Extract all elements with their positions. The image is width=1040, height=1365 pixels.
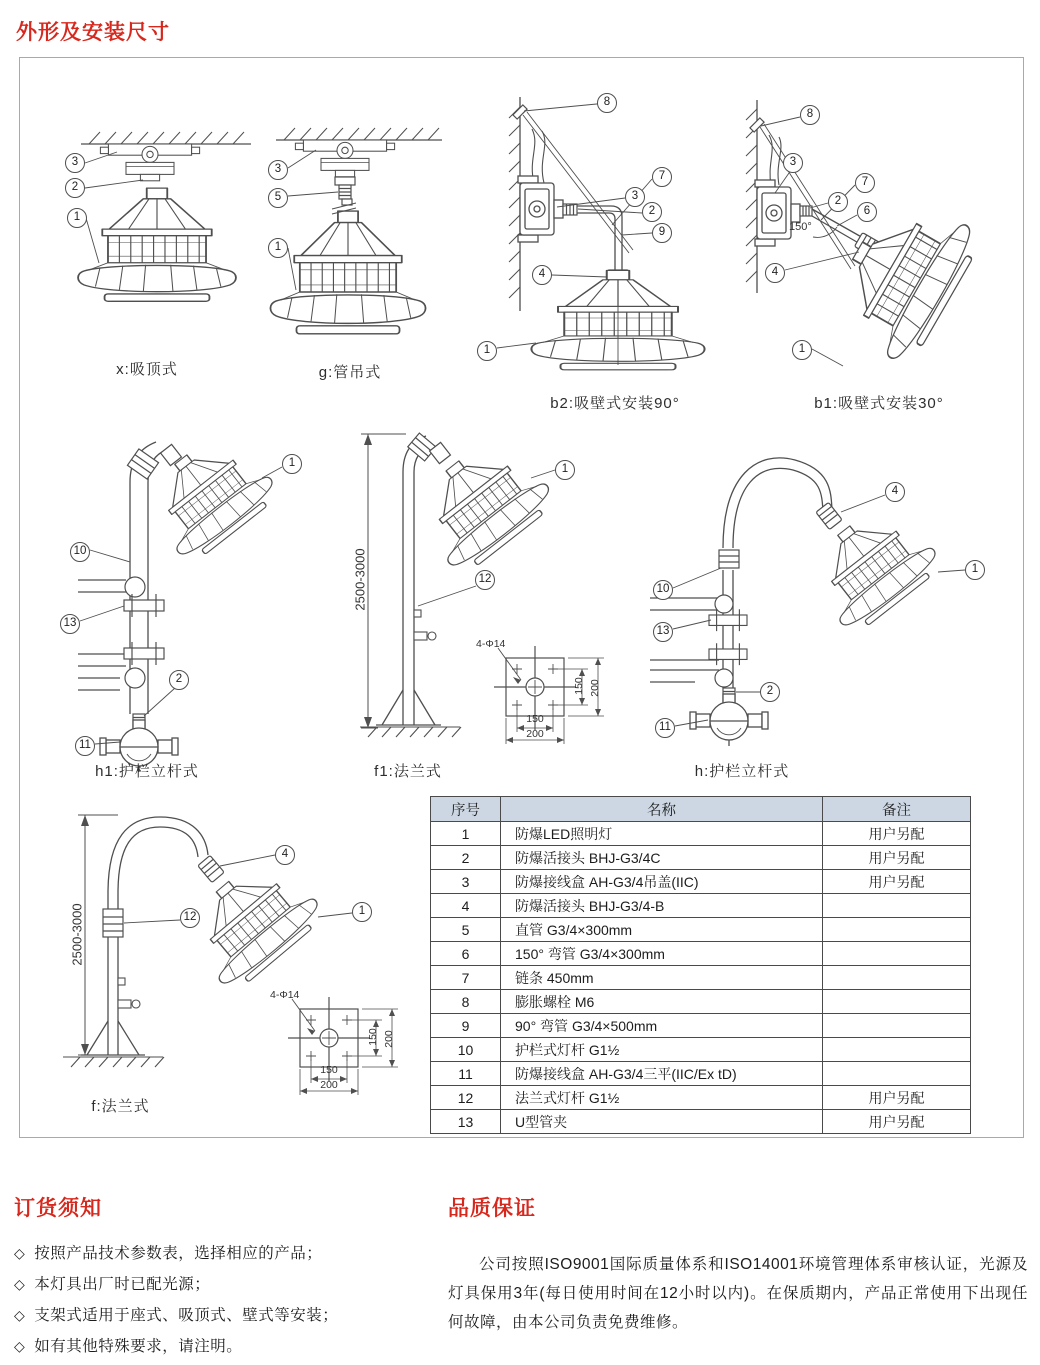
diagram-b1-wall-mount-30 <box>725 85 985 415</box>
table-row <box>431 1086 971 1110</box>
callout-1: 1 <box>67 208 87 228</box>
no-cell: 7 <box>431 966 501 990</box>
remark-cell: 用户另配 <box>823 822 971 846</box>
callout-13: 13 <box>653 622 673 642</box>
callout-11: 11 <box>75 736 95 756</box>
no-cell: 9 <box>431 1014 501 1038</box>
caption-g: g:管吊式 <box>318 364 382 381</box>
name-cell: 150° 弯管 G3/4×300mm <box>501 942 823 966</box>
ordering-item <box>14 1300 434 1331</box>
flange-bolt-pattern <box>476 638 616 747</box>
callout-1: 1 <box>555 460 575 480</box>
x-mount-drawing <box>55 108 255 380</box>
diamond-bullet: ◇ <box>14 1276 26 1292</box>
flange-dim-150-v: 150 <box>573 677 585 695</box>
callout-2: 2 <box>65 178 85 198</box>
table-header-row <box>431 797 971 822</box>
no-cell: 5 <box>431 918 501 942</box>
name-cell: 护栏式灯杆 G1½ <box>501 1038 823 1062</box>
angle-150-label: 150° <box>789 221 812 233</box>
ordering-item <box>14 1269 434 1300</box>
flange-holes-label: 4-Φ14 <box>476 638 506 650</box>
header-remark: 备注 <box>823 797 971 822</box>
callout-3: 3 <box>625 187 645 207</box>
ordering-item-text: 如有其他特殊要求，请注明。 <box>34 1338 243 1355</box>
callout-1: 1 <box>477 341 497 361</box>
table-row <box>431 870 971 894</box>
no-cell: 2 <box>431 846 501 870</box>
name-cell: 防爆接线盒 AH-G3/4三平(IIC/Ex tD) <box>501 1062 823 1086</box>
name-cell: 链条 450mm <box>501 966 823 990</box>
flange-bolt-pattern <box>270 989 410 1098</box>
name-cell: 防爆LED照明灯 <box>501 822 823 846</box>
no-cell: 1 <box>431 822 501 846</box>
table-row <box>431 966 971 990</box>
ordering-item <box>14 1238 434 1269</box>
callout-3: 3 <box>268 160 288 180</box>
no-cell: 8 <box>431 990 501 1014</box>
table-row <box>431 942 971 966</box>
callout-4: 4 <box>885 482 905 502</box>
table-row <box>431 894 971 918</box>
caption-h: h:护栏立杆式 <box>694 763 790 780</box>
height-dimension: 2500-3000 <box>352 548 368 611</box>
flange-dim-150-v: 150 <box>367 1028 379 1046</box>
name-cell: 防爆活接头 BHJ-G3/4C <box>501 846 823 870</box>
b2-mount-drawing <box>462 85 707 415</box>
ordering-list <box>14 1238 434 1362</box>
caption-b1: b1:吸壁式安装30° <box>814 395 944 412</box>
no-cell: 4 <box>431 894 501 918</box>
name-cell: 法兰式灯杆 G1½ <box>501 1086 823 1110</box>
no-cell: 10 <box>431 1038 501 1062</box>
header-no: 序号 <box>431 797 501 822</box>
caption-f1: f1:法兰式 <box>374 763 442 780</box>
flange-holes-label: 4-Φ14 <box>270 989 300 1001</box>
diagram-f-flange-pole <box>48 793 458 1128</box>
diamond-bullet: ◇ <box>14 1338 26 1354</box>
name-cell: 膨胀螺栓 M6 <box>501 990 823 1014</box>
remark-cell <box>823 894 971 918</box>
no-cell: 6 <box>431 942 501 966</box>
callout-10: 10 <box>653 580 673 600</box>
callout-2: 2 <box>760 682 780 702</box>
callout-12: 12 <box>180 908 200 928</box>
remark-cell <box>823 1062 971 1086</box>
diagram-x-ceiling-mount <box>55 108 255 380</box>
flange-dim-150-h: 150 <box>526 713 544 725</box>
callout-4: 4 <box>532 265 552 285</box>
table-row <box>431 1014 971 1038</box>
callout-1: 1 <box>965 560 985 580</box>
diamond-bullet: ◇ <box>14 1307 26 1323</box>
remark-cell: 用户另配 <box>823 846 971 870</box>
callout-7: 7 <box>652 167 672 187</box>
table-row <box>431 918 971 942</box>
callout-3: 3 <box>65 153 85 173</box>
ordering-item-text: 本灯具出厂时已配光源； <box>34 1276 211 1293</box>
callout-2: 2 <box>828 192 848 212</box>
no-cell: 11 <box>431 1062 501 1086</box>
callout-4: 4 <box>275 845 295 865</box>
name-cell: 直管 G3/4×300mm <box>501 918 823 942</box>
table-row <box>431 822 971 846</box>
name-cell: U型管夹 <box>501 1110 823 1134</box>
callout-8: 8 <box>597 93 617 113</box>
flange-dim-200-v: 200 <box>383 1030 395 1048</box>
name-cell: 防爆活接头 BHJ-G3/4-B <box>501 894 823 918</box>
remark-cell <box>823 1038 971 1062</box>
quality-title: 品质保证 <box>448 1197 536 1220</box>
remark-cell <box>823 966 971 990</box>
callout-1: 1 <box>282 454 302 474</box>
caption-f: f:法兰式 <box>91 1098 150 1115</box>
ordering-title: 订货须知 <box>14 1197 102 1220</box>
callout-12: 12 <box>475 570 495 590</box>
flange-dim-200-h: 200 <box>526 728 544 740</box>
remark-cell <box>823 1014 971 1038</box>
table-row <box>431 1110 971 1134</box>
h1-mount-drawing <box>40 422 340 780</box>
callout-1: 1 <box>352 902 372 922</box>
no-cell: 13 <box>431 1110 501 1134</box>
remark-cell <box>823 942 971 966</box>
parts-table <box>430 796 971 1134</box>
flange-dim-200-v: 200 <box>589 679 601 697</box>
height-dimension: 2500-3000 <box>69 903 85 966</box>
callout-8: 8 <box>800 105 820 125</box>
caption-b2: b2:吸壁式安装90° <box>550 395 680 412</box>
callout-6: 6 <box>857 202 877 222</box>
callout-13: 13 <box>60 614 80 634</box>
callout-3: 3 <box>783 153 803 173</box>
diamond-bullet: ◇ <box>14 1245 26 1261</box>
callout-9: 9 <box>652 223 672 243</box>
callout-2: 2 <box>169 670 189 690</box>
diagram-f1-flange-pole <box>348 420 618 780</box>
no-cell: 3 <box>431 870 501 894</box>
ordering-item-text: 按照产品技术参数表，选择相应的产品； <box>34 1245 323 1262</box>
b1-mount-drawing <box>725 85 985 415</box>
diagram-h-guardrail-pole <box>635 420 1005 780</box>
name-cell: 防爆接线盒 AH-G3/4吊盖(IIC) <box>501 870 823 894</box>
callout-10: 10 <box>70 542 90 562</box>
no-cell: 12 <box>431 1086 501 1110</box>
table-row <box>431 1062 971 1086</box>
table-row <box>431 846 971 870</box>
name-cell: 90° 弯管 G3/4×500mm <box>501 1014 823 1038</box>
callout-4: 4 <box>765 263 785 283</box>
callout-1: 1 <box>268 238 288 258</box>
header-name: 名称 <box>501 797 823 822</box>
table-row <box>431 990 971 1014</box>
ordering-item-text: 支架式适用于座式、吸顶式、壁式等安装； <box>34 1307 339 1324</box>
remark-cell <box>823 990 971 1014</box>
h-mount-drawing <box>635 420 1005 780</box>
remark-cell: 用户另配 <box>823 1086 971 1110</box>
flange-dim-200-h: 200 <box>320 1079 338 1091</box>
page-title: 外形及安装尺寸 <box>16 21 170 44</box>
caption-h1: h1:护栏立杆式 <box>95 763 199 780</box>
callout-2: 2 <box>642 202 662 222</box>
callout-5: 5 <box>268 188 288 208</box>
quality-body: 公司按照ISO9001国际质量体系和ISO14001环境管理体系审核认证，光源及灯具保用3年(每日使用时间在12小时以内)。在保质期内，产品正常使用下出现任何故障，由本公司负责免费维修。 <box>448 1255 1028 1331</box>
diagram-h1-guardrail-pole <box>40 422 340 780</box>
flange-dim-150-h: 150 <box>320 1064 338 1076</box>
callout-11: 11 <box>655 718 675 738</box>
remark-cell <box>823 918 971 942</box>
remark-cell: 用户另配 <box>823 870 971 894</box>
diagram-b2-wall-mount-90 <box>462 85 707 415</box>
callout-7: 7 <box>855 173 875 193</box>
diagram-g-pendant-mount <box>258 108 448 393</box>
remark-cell: 用户另配 <box>823 1110 971 1134</box>
ordering-item <box>14 1331 434 1362</box>
table-row <box>431 1038 971 1062</box>
caption-x: x:吸顶式 <box>116 361 178 378</box>
callout-1: 1 <box>792 340 812 360</box>
